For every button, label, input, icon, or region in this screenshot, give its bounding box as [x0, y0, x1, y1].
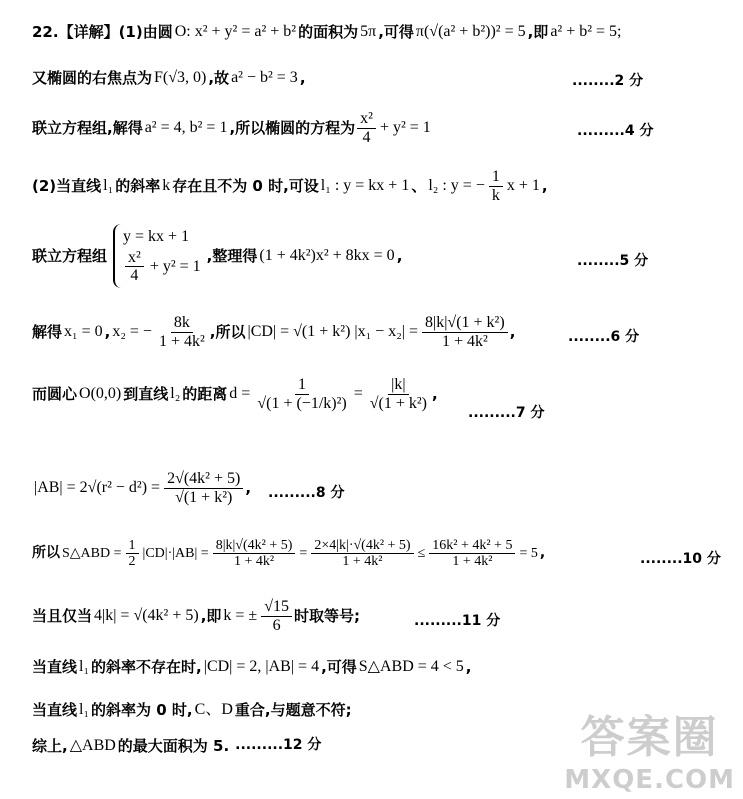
watermark-logo-text: 答案圈	[580, 712, 719, 763]
equation-2	[123, 249, 201, 285]
text: ,	[465, 657, 472, 676]
text: ,所以椭圆的方程为	[229, 118, 356, 137]
numerator: 8|k|√(4k² + 5)	[213, 538, 296, 554]
math: x₁ = 0	[64, 323, 103, 341]
line-9	[32, 538, 735, 570]
math: (1 + 4k²)x² + 8kx = 0	[259, 247, 395, 264]
math: O: x² + y² = a² + b²	[174, 23, 297, 40]
denominator: 6	[272, 616, 281, 634]
fraction	[164, 470, 243, 506]
denominator: 1 + 4k²	[234, 554, 275, 570]
math: l₁	[79, 701, 90, 718]
equation-1: y = kx + 1	[123, 227, 190, 245]
line-11	[32, 657, 735, 677]
numerator: x²	[125, 249, 144, 268]
text: 的斜率不存在时,	[91, 657, 202, 676]
numerator: x²	[357, 110, 376, 129]
fraction	[489, 168, 503, 204]
text: 的面积为	[298, 22, 359, 41]
text: 存在且不为 0 时,可设	[172, 176, 319, 195]
math: d =	[229, 385, 251, 403]
fraction	[311, 538, 413, 570]
text: 当直线	[32, 700, 78, 719]
denominator: 4	[130, 267, 139, 285]
text: 联立方程组	[32, 246, 108, 265]
math: O(0,0)	[79, 385, 122, 403]
text: 、	[411, 176, 427, 195]
score: .........4 分	[577, 123, 654, 139]
fraction	[357, 110, 376, 146]
fraction	[213, 538, 296, 570]
math: x₂ = −	[112, 323, 152, 341]
numerator: 8k	[171, 314, 193, 333]
text: ,可得	[378, 22, 414, 41]
denominator: 2	[128, 554, 136, 570]
score: .........8 分	[268, 485, 345, 501]
equation-system	[113, 224, 201, 288]
text: 到直线	[123, 384, 169, 403]
text: ,	[396, 246, 403, 265]
math: S△ABD = 4 < 5	[358, 658, 464, 675]
text: 的斜率	[115, 176, 161, 195]
text: 的斜率为 0 时,	[91, 700, 193, 719]
fraction	[367, 376, 430, 412]
score: .........12 分	[235, 737, 322, 754]
line-4	[32, 168, 735, 204]
math: |CD| = √(1 + k²) |x₁ − x₂| =	[247, 323, 419, 341]
score: ........2 分	[572, 73, 644, 89]
text: ,	[539, 545, 546, 562]
math: =	[299, 546, 308, 562]
math: |CD|·|AB| =	[142, 546, 209, 562]
score: .........11 分	[414, 613, 501, 629]
watermark	[564, 701, 735, 795]
score: .........7 分	[468, 405, 545, 421]
math: a² + b² = 5;	[550, 23, 622, 40]
math: a² = 4, b² = 1	[144, 119, 228, 137]
fraction	[125, 249, 144, 285]
denominator: 1 + 4k²	[342, 554, 383, 570]
text: ,整理得	[206, 246, 258, 265]
numerator: 2×4|k|·√(4k² + 5)	[311, 538, 413, 554]
math: 4|k| = √(4k² + 5)	[94, 607, 199, 625]
math: C、D	[194, 701, 233, 718]
math: π(√(a² + b²))² = 5	[415, 23, 526, 40]
math: k = ±	[223, 607, 258, 625]
math: = 5	[519, 546, 538, 562]
text: ,	[541, 176, 548, 195]
text: 解得	[32, 322, 63, 341]
text: ,即	[200, 606, 222, 625]
math: k	[162, 177, 171, 195]
text: (2)当直线	[32, 176, 102, 195]
score: ........6 分	[568, 329, 640, 345]
text: 22.【详解】(1)由圆	[32, 22, 173, 41]
text: 所以	[32, 545, 60, 562]
text: 重合,与题意不符;	[234, 700, 352, 719]
math: l₂ : y = −	[428, 177, 485, 195]
fraction	[156, 314, 208, 350]
text: 而圆心	[32, 384, 78, 403]
denominator: 4	[362, 128, 371, 146]
text: ,	[432, 384, 438, 403]
text: ,	[509, 322, 516, 341]
math: F(√3, 0)	[154, 69, 207, 86]
score: ........5 分	[577, 253, 649, 269]
denominator: k	[491, 186, 500, 204]
line-7	[32, 376, 735, 412]
fraction	[422, 314, 508, 350]
denominator: √(1 + k²)	[369, 394, 428, 412]
math: x + 1	[506, 177, 540, 195]
math: |AB| = 2√(r² − d²) =	[34, 479, 161, 497]
numerator: 16k² + 4k² + 5	[429, 538, 515, 554]
math: + y² = 1	[149, 257, 201, 275]
score: ........10 分	[640, 551, 721, 567]
text: 的最大面积为 5.	[117, 736, 230, 755]
text: 又椭圆的右焦点为	[32, 68, 153, 87]
math: + y² = 1	[379, 119, 431, 137]
line-1	[32, 22, 735, 42]
fraction	[254, 376, 349, 412]
fraction	[126, 538, 139, 570]
text: ,	[104, 322, 111, 341]
denominator: 1 + 4k²	[441, 332, 488, 350]
fraction	[261, 598, 292, 634]
text: 综上,	[32, 736, 68, 755]
math: ≤	[417, 546, 426, 562]
line-8	[32, 470, 735, 506]
numerator: 1	[126, 538, 139, 554]
math: l₁ : y = kx + 1	[320, 177, 410, 195]
numerator: 1	[295, 376, 309, 395]
math: |CD| = 2, |AB| = 4	[203, 658, 320, 675]
math: S△ABD =	[62, 546, 122, 562]
math: l₁	[79, 658, 90, 675]
math: =	[353, 385, 363, 403]
text: ,所以	[209, 322, 246, 341]
denominator: √(1 + (−1/k)²)	[257, 394, 347, 412]
numerator: |k|	[388, 376, 408, 395]
line-10	[32, 598, 735, 634]
numerator: √15	[261, 598, 292, 617]
text: 当直线	[32, 657, 78, 676]
math: 5π	[360, 23, 377, 40]
denominator: 1 + 4k²	[452, 554, 493, 570]
text: 的距离	[182, 384, 228, 403]
math: l₁	[103, 177, 114, 195]
numerator: 8|k|√(1 + k²)	[422, 314, 508, 333]
denominator: √(1 + k²)	[175, 488, 233, 506]
math: l₂	[170, 385, 181, 403]
math: a² − b² = 3	[231, 69, 298, 86]
watermark-url: MXQE.COM	[564, 765, 735, 795]
math: △ABD	[69, 737, 116, 754]
text: ,	[299, 68, 306, 87]
text: ,可得	[321, 657, 357, 676]
numerator: 1	[489, 168, 503, 187]
denominator: 1 + 4k²	[158, 332, 205, 350]
text: ,即	[527, 22, 549, 41]
text: 联立方程组,解得	[32, 118, 143, 137]
text: 当且仅当	[32, 606, 93, 625]
numerator: 2√(4k² + 5)	[164, 470, 243, 489]
text: ,故	[208, 68, 230, 87]
text: 时取等号;	[294, 606, 360, 625]
text: ,	[245, 478, 252, 497]
fraction	[429, 538, 515, 570]
